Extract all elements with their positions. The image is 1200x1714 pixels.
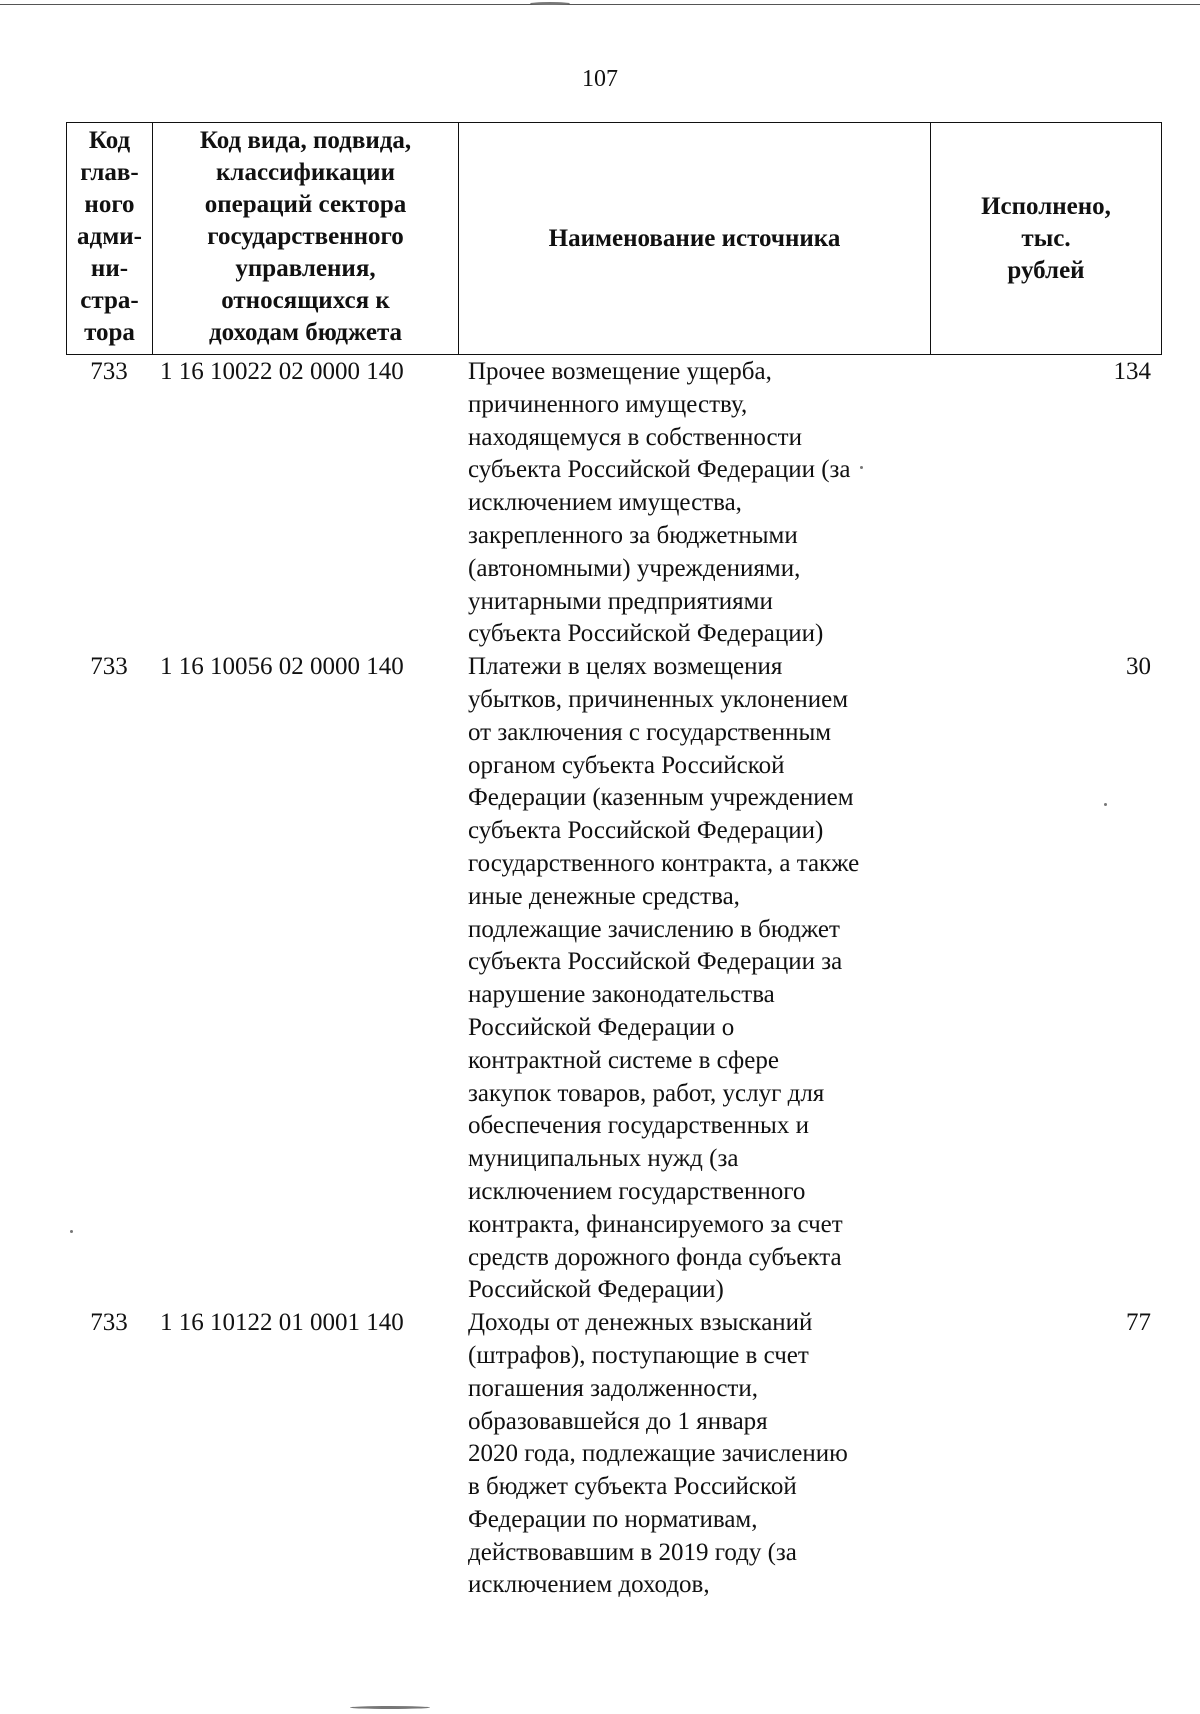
executed-cell: 77 xyxy=(1126,1309,1151,1337)
source-name-cell: Доходы от денежных взысканий (штрафов), поступающие в счет погашения задолженности, образовавшейся до 1 января 2020 года, подлежащие зачислению в бюджет субъекта Российской Федерации по нормативам, действовавшим в 2019 году (за исключением доходов, xyxy=(468,1309,848,1599)
table-row xyxy=(66,356,1161,651)
table-row xyxy=(66,1307,1161,1602)
page-number: 107 xyxy=(582,66,618,92)
scan-artifact xyxy=(350,1706,430,1709)
scan-artifact xyxy=(530,2,570,5)
executed-cell: 134 xyxy=(1113,358,1151,385)
scan-top-rule xyxy=(0,4,1200,5)
header-classification-code: Код вида, подвида, классификации операций сектора государственного управления, относящихся к доходам бюджета xyxy=(153,123,459,355)
classification-code-cell: 1 16 10056 02 0000 140 xyxy=(160,653,404,681)
source-name-cell: Прочее возмещение ущерба, причиненного имуществу, находящемуся в собственности субъекта Российской Федерации (за исключением имущества, закрепленного за бюджетными (автономными) учреждениями, унитарными предприятиями субъекта Российской Федерации) xyxy=(468,358,851,648)
classification-code-cell: 1 16 10022 02 0000 140 xyxy=(160,358,404,385)
admin-code-cell: 733 xyxy=(90,653,128,681)
source-name-cell: Платежи в целях возмещения убытков, причиненных уклонением от заключения с государственным органом субъекта Российской Федерации (казенным учреждением субъекта Российской Федерации) государственного контракта, а также иные денежные средства, подлежащие зачислению в бюджет субъекта Российской Федерации за нарушение законодательства Российской Федерации о контрактной системе в сфере закупок товаров, работ, услуг для обеспечения государственных и муниципальных нужд (за исключением государственного контракта, финансируемого за счет средств дорожного фонда субъекта Российской Федерации) xyxy=(468,653,860,1304)
classification-code-cell: 1 16 10122 01 0001 140 xyxy=(160,1309,404,1337)
table-body xyxy=(66,356,1161,1602)
header-admin-code: Код глав- ного адми- ни- стра- тора xyxy=(67,123,153,355)
table-row xyxy=(66,651,1161,1307)
executed-cell: 30 xyxy=(1126,653,1151,681)
admin-code-cell: 733 xyxy=(90,358,128,385)
table-header xyxy=(66,122,1162,355)
header-executed: Исполнено, тыс. рублей xyxy=(931,123,1162,355)
header-source-name: Наименование источника xyxy=(459,123,931,355)
admin-code-cell: 733 xyxy=(90,1309,128,1337)
